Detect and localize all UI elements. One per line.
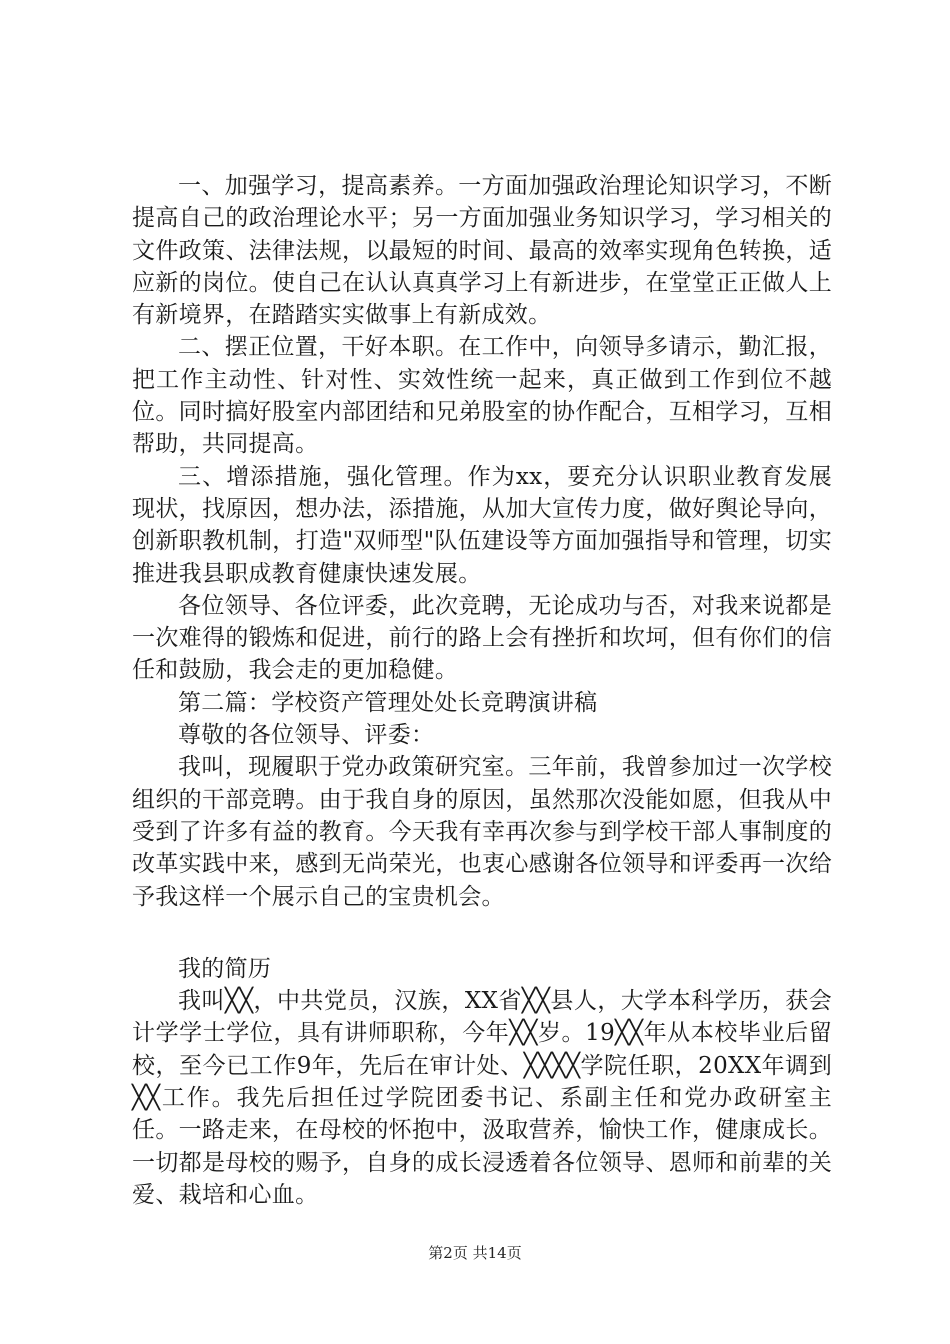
- section-title: 第二篇：学校资产管理处处长竞聘演讲稿: [178, 689, 598, 716]
- document-body: [132, 170, 832, 1211]
- blank-line: [132, 913, 832, 953]
- paragraph-study: 一、加强学习，提高素养。一方面加强政治理论知识学习，不断提高自己的政治理论水平；另一方面加强业务知识学习，学习相关的文件政策、法律法规，以最短的时间、最高的效率实现角色转换，适应新的岗位。使自己在认认真真学习上有新进步，在堂堂正正做人上有新境界，在踏踏实实做事上有新成效。: [132, 173, 832, 329]
- paragraph-position: 二、摆正位置，干好本职。在工作中，向领导多请示，勤汇报，把工作主动性、针对性、实效性统一起来，真正做到工作到位不越位。同时搞好股室内部团结和兄弟股室的协作配合，互相学习，互相帮助，共同提高。: [132, 334, 832, 458]
- page-number: 第2页 共14页: [428, 1244, 522, 1262]
- salutation: 尊敬的各位领导、评委：: [178, 722, 435, 749]
- paragraph-closing: 各位领导、各位评委，此次竞聘，无论成功与否，对我来说都是一次难得的锻炼和促进，前行的路上会有挫折和坎坷，但有你们的信任和鼓励，我会走的更加稳健。: [132, 592, 832, 684]
- resume-heading: 我的简历: [178, 955, 272, 982]
- paragraph-resume: 我叫╳╳，中共党员，汉族，XX省╳╳县人，大学本科学历，获会计学学士学位，具有讲师职称，今年╳╳岁。19╳╳年从本校毕业后留校，至今已工作9年，先后在审计处、╳╳╳╳学院任职，20XX年调到╳╳工作。我先后担任过学院团委书记、系副主任和党办政研室主任。一路走来，在母校的怀抱中，汲取营养，愉快工作，健康成长。一切都是母校的赐予，自身的成长浸透着各位领导、恩师和前辈的关爱、栽培和心血。: [132, 988, 832, 1208]
- paragraph-measures: 三、增添措施，强化管理。作为xx，要充分认识职业教育发展现状，找原因，想办法，添措施，从加大宣传力度，做好舆论导向，创新职教机制，打造"双师型"队伍建设等方面加强指导和管理，切实推进我县职成教育健康快速发展。: [132, 463, 832, 587]
- paragraph-intro: 我叫，现履职于党办政策研究室。三年前，我曾参加过一次学校组织的干部竞聘。由于我自身的原因，虽然那次没能如愿，但我从中受到了许多有益的教育。今天我有幸再次参与到学校干部人事制度的改革实践中来，感到无尚荣光，也衷心感谢各位领导和评委再一次给予我这样一个展示自己的宝贵机会。: [132, 754, 832, 910]
